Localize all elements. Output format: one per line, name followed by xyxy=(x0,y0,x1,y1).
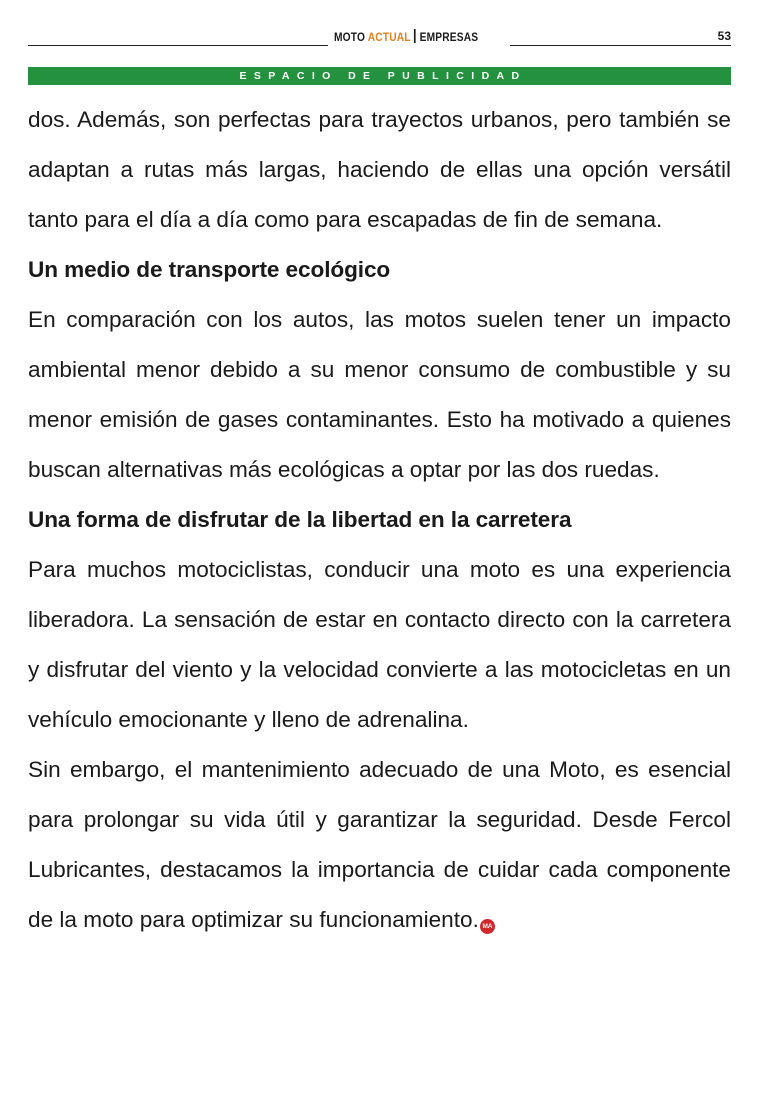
masthead-separator xyxy=(414,29,415,43)
header-rule-left xyxy=(28,45,328,46)
paragraph-freedom: Para muchos motociclistas, conducir una moto es una experiencia liberadora. La sensación de estar en contacto directo con la carretera y disfrutar del viento y la velocidad convierte a las motocicletas en un vehículo emocionante y lleno de adrenalina. xyxy=(28,557,731,732)
paragraph-maintenance xyxy=(28,745,731,945)
brand-actual: ACTUAL xyxy=(367,30,411,44)
brand-moto: MOTO xyxy=(334,30,366,44)
paragraph-intro-continued: dos. Además, son perfectas para trayectos urbanos, pero también se adaptan a rutas más largas, haciendo de ellas una opción versátil tanto para el día a día como para escapadas de fin de semana. xyxy=(28,107,731,232)
heading-freedom: Una forma de disfrutar de la libertad en la carretera xyxy=(28,507,572,532)
advertising-band: ESPACIO DE PUBLICIDAD xyxy=(28,67,731,85)
header-rule-right xyxy=(510,45,731,46)
heading-ecological: Un medio de transporte ecológico xyxy=(28,257,391,282)
page-header xyxy=(28,26,731,48)
masthead xyxy=(334,29,478,44)
section-name: EMPRESAS xyxy=(419,30,479,44)
article-body xyxy=(28,95,731,945)
page-number: 53 xyxy=(717,29,731,43)
paragraph-ecological: En comparación con los autos, las motos suelen tener un impacto ambiental menor debido a su menor consumo de combustible y su menor emisión de gases contaminantes. Esto ha motivado a quienes buscan alternativas más ecológicas a optar por las dos ruedas. xyxy=(28,307,731,482)
paragraph-maintenance-text: Sin embargo, el mantenimiento adecuado de una Moto, es esencial para prolongar su vida útil y garantizar la seguridad. Desde Fercol Lubricantes, destacamos la importancia de cuidar cada componente de la moto para optimizar su funcionamiento. xyxy=(28,757,731,932)
end-of-article-icon: MA xyxy=(480,919,495,934)
